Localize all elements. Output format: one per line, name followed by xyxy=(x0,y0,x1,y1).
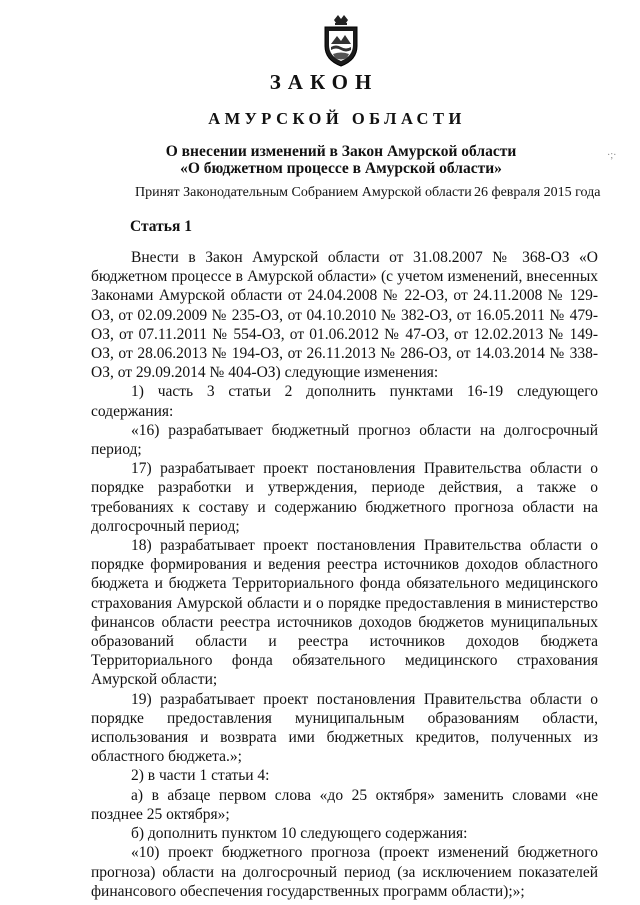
paragraph-point-18: 18) разрабатывает проект постановления Правительства области о порядке формирования и ведения реестра источников доходов областного бюджета и бюджета Территориального фонда обязательного медицинского страхования Амурской области и о порядке предоставления в министерство финансов области реестра источников доходов бюджетов муниципальных образований области и реестра источников доходов бюджета Территориального фонда обязательного медицинского страхования Амурской области; xyxy=(91,537,598,689)
paragraph-item-2: 2) в части 1 статьи 4: xyxy=(131,767,270,785)
paragraph-intro: Внести в Закон Амурской области от 31.08.2007 № 368-ОЗ «О бюджетном процессе в Амурской области» (с учетом изменений, внесенных Законами Амурской области от 24.04.2008 № 22-ОЗ, от 24.11.2008 № 129-ОЗ, от 02.09.2009 № 235-ОЗ, от 04.10.2010 № 382-ОЗ, от 16.05.2011 № 479-ОЗ, от 07.11.2011 № 554-ОЗ, от 01.06.2012 № 47-ОЗ, от 12.02.2013 № 149-ОЗ, от 28.06.2013 № 194-ОЗ, от 26.11.2013 № 286-ОЗ, от 14.03.2014 № 338-ОЗ, от 29.09.2014 № 404-ОЗ) следующие изменения: xyxy=(91,249,598,382)
scan-mark: ·;· xyxy=(607,150,617,161)
coat-of-arms-icon xyxy=(322,14,360,68)
paragraph-point-16: «16) разрабатывает бюджетный прогноз области на долгосрочный период; xyxy=(91,421,598,459)
paragraph-item-2a: а) в абзаце первом слова «до 25 октября» заменить словами «не позднее 25 октября»; xyxy=(91,786,598,823)
law-subtitle-line2: «О бюджетном процессе в Амурской области» xyxy=(180,160,502,177)
adopted-statement: Принят Законодательным Собранием Амурской области xyxy=(135,185,472,200)
law-subtitle-line1: О внесении изменений в Закон Амурской области xyxy=(165,143,517,160)
adopted-date: 26 февраля 2015 года xyxy=(474,185,601,200)
paragraph-point-19: 19) разрабатывает проект постановления Правительства области о порядке предоставления муниципальным образованиям области, использования и возврата ими бюджетных кредитов, полученных из областного бюджета.»; xyxy=(91,690,598,766)
law-title: ЗАКОН xyxy=(269,70,379,94)
article-body xyxy=(91,248,598,901)
paragraph-item-1: 1) часть 3 статьи 2 дополнить пунктами 16-19 следующего содержания: xyxy=(91,383,598,420)
article-heading: Статья 1 xyxy=(130,218,192,235)
region-title: АМУРСКОЙ ОБЛАСТИ xyxy=(208,109,466,128)
paragraph-point-10: «10) проект бюджетного прогноза (проект изменений бюджетного прогноза) области на долгосрочный период (за исключением показателей финансового обеспечения государственных программ области);»; xyxy=(91,844,598,900)
paragraph-point-17: 17) разрабатывает проект постановления Правительства области о порядке разработки и утверждения, периоде действия, а также о требованиях к составу и содержанию бюджетного прогноза области на долгосрочный период; xyxy=(91,460,598,535)
paragraph-item-2b: б) дополнить пунктом 10 следующего содержания: xyxy=(131,825,468,843)
